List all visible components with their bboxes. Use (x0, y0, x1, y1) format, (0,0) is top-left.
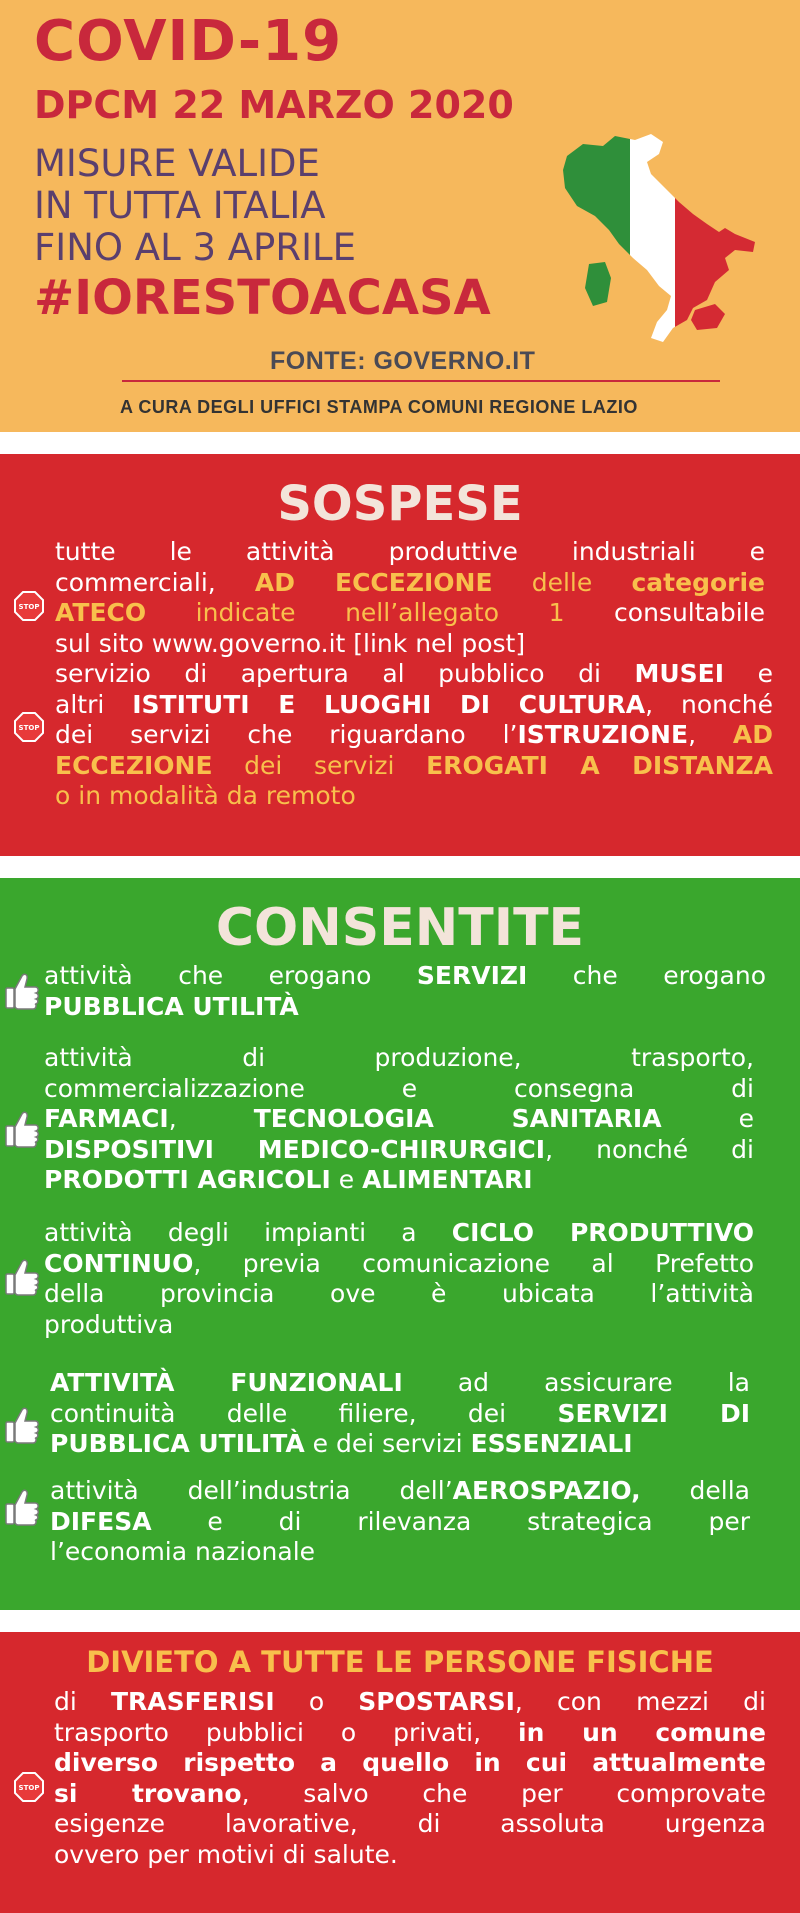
text-segment: consultabile (564, 598, 765, 627)
main-title: COVID-19 (34, 9, 343, 74)
text-segment: ESSENZIALI (470, 1429, 633, 1458)
text-line (55, 781, 773, 812)
text-segment: indicate nell’allegato 1 (146, 598, 565, 627)
text-line (44, 1135, 754, 1166)
text-segment: della provincia ove è ubicata l’attività (44, 1279, 754, 1308)
text-line (55, 690, 773, 721)
text-segment: CICLO PRODUTTIVO (451, 1218, 754, 1247)
text-segment: PRODOTTI AGRICOLI (44, 1165, 331, 1194)
text-segment: PUBBLICA UTILITÀ (44, 991, 299, 1021)
text-line (50, 1507, 750, 1538)
consentite-title: CONSENTITE (215, 898, 585, 958)
svg-text:STOP: STOP (18, 603, 40, 611)
text-segment: in un comune (518, 1717, 766, 1747)
text-line (55, 720, 773, 751)
text-line (44, 1165, 754, 1196)
text-line (44, 1104, 754, 1135)
text-segment: ECCEZIONE (55, 750, 213, 780)
text-line (55, 568, 765, 599)
text-segment: PUBBLICA UTILITÀ (50, 1429, 305, 1458)
sospese-item (55, 659, 773, 812)
text-line (44, 1218, 754, 1249)
text-segment: EROGATI A DISTANZA (426, 750, 773, 780)
text-segment: esigenze lavorative, di assoluta urgenza (54, 1809, 766, 1838)
text-segment: sul sito www.governo.it [link nel post] (55, 628, 526, 658)
consentite-item (44, 1043, 754, 1196)
header-banner (0, 0, 800, 432)
text-line (44, 1310, 754, 1341)
measures-line: FINO AL 3 APRILE (34, 226, 356, 269)
text-segment: categorie (631, 567, 766, 597)
text-segment: CONTINUO (44, 1248, 194, 1278)
text-segment: servizio di apertura al pubblico di (55, 659, 635, 688)
stop-sign-icon (14, 1772, 44, 1802)
text-segment: e (661, 1104, 754, 1133)
stop-sign-icon (14, 712, 44, 742)
consentite-item (50, 1476, 750, 1568)
measures-line: IN TUTTA ITALIA (34, 184, 326, 227)
text-line (50, 1476, 750, 1507)
text-segment: ATTIVITÀ FUNZIONALI (50, 1368, 403, 1397)
thumbs-up-icon (4, 1488, 40, 1528)
svg-text:STOP: STOP (18, 724, 40, 732)
text-segment: AD (732, 720, 773, 749)
divieto-panel (0, 1632, 800, 1913)
credits-label: A CURA DEGLI UFFICI STAMPA COMUNI REGIONE LAZIO (120, 397, 638, 417)
text-segment: attività di produzione, trasporto, (44, 1043, 754, 1072)
text-segment: o (274, 1687, 359, 1716)
text-line (44, 992, 766, 1023)
text-segment: , con mezzi di (514, 1687, 766, 1716)
text-line (54, 1809, 766, 1840)
text-segment: l’economia nazionale (50, 1537, 316, 1566)
text-segment: DIFESA (50, 1506, 152, 1536)
source-label: FONTE: GOVERNO.IT (270, 347, 536, 375)
text-line (44, 961, 766, 992)
italy-flag-map-icon (555, 132, 760, 347)
text-segment: DISPOSITIVI MEDICO-CHIRURGICI (44, 1134, 546, 1164)
text-segment: AD ECCEZIONE (254, 567, 493, 597)
text-segment: FARMACI (44, 1104, 169, 1133)
text-line (54, 1779, 766, 1810)
text-segment: si trovano (54, 1778, 242, 1808)
sospese-title: SOSPESE (277, 476, 523, 532)
text-line (55, 751, 773, 782)
text-segment: e (330, 1165, 363, 1194)
text-segment: delle (492, 567, 632, 597)
text-segment: TECNOLOGIA SANITARIA (253, 1104, 662, 1133)
text-segment: TRASFERISI (110, 1687, 275, 1716)
thumbs-up-icon (4, 1406, 40, 1446)
text-line (54, 1687, 766, 1718)
text-segment: MUSEI (634, 659, 725, 688)
text-segment: ISTITUTI E LUOGHI DI CULTURA (132, 689, 646, 719)
text-line (44, 1074, 754, 1105)
separator (0, 1610, 800, 1632)
measures-line: MISURE VALIDE (34, 142, 320, 185)
text-line (50, 1537, 750, 1568)
text-segment: altri (55, 689, 133, 719)
text-segment: e (724, 659, 774, 688)
text-line (55, 659, 773, 690)
text-line (54, 1748, 766, 1779)
text-line (54, 1840, 766, 1871)
text-segment: SPOSTARSI (358, 1687, 515, 1716)
text-segment: della (640, 1476, 750, 1505)
thumbs-up-icon (4, 1110, 40, 1150)
text-segment: dei servizi che riguardano l’ (55, 720, 518, 749)
measures-text (34, 144, 356, 270)
divieto-title: DIVIETO A TUTTE LE PERSONE FISICHE (86, 1645, 714, 1679)
text-segment: e di rilevanza strategica per (151, 1506, 750, 1536)
text-segment: di (54, 1687, 111, 1716)
hashtag: #IORESTOACASA (34, 270, 491, 326)
text-segment: ATECO (55, 598, 147, 627)
text-segment: , salvo che per comprovate (241, 1778, 766, 1808)
sospese-panel (0, 454, 800, 856)
text-line (55, 537, 765, 568)
consentite-panel (0, 878, 800, 1610)
separator (0, 432, 800, 454)
text-segment: dei servizi (212, 750, 427, 780)
text-segment: che erogano (527, 961, 767, 990)
text-segment: commerciali, (55, 567, 255, 597)
text-line (54, 1718, 766, 1749)
decree-date: DPCM 22 MARZO 2020 (34, 83, 514, 127)
text-segment: SERVIZI (416, 961, 528, 990)
text-line (50, 1368, 750, 1399)
text-segment: e dei servizi (304, 1429, 471, 1458)
text-line (55, 629, 765, 660)
text-segment: attività dell’industria dell’ (50, 1476, 453, 1505)
text-segment: commercializzazione e consegna di (44, 1073, 754, 1103)
text-segment: tutte le attività produttive industriali e (55, 537, 765, 566)
text-segment: ALIMENTARI (362, 1165, 533, 1194)
svg-text:STOP: STOP (18, 1784, 40, 1792)
text-segment: continuità delle filiere, dei (50, 1398, 558, 1428)
text-segment: , previa comunicazione al Prefetto (193, 1248, 754, 1278)
text-line (44, 1043, 754, 1074)
text-segment: attività degli impianti a (44, 1218, 452, 1247)
divider (122, 380, 720, 382)
stop-sign-icon (14, 591, 44, 621)
text-segment: o in modalità da remoto (55, 781, 356, 810)
text-segment: ad assicurare la (402, 1368, 750, 1397)
text-segment: , (688, 720, 733, 749)
text-segment: , nonché (645, 689, 773, 719)
text-segment: AEROSPAZIO, (452, 1476, 641, 1505)
text-segment: , (168, 1104, 254, 1133)
text-segment: ISTRUZIONE (517, 720, 689, 749)
text-segment: , nonché di (545, 1134, 754, 1164)
text-segment: SERVIZI DI (557, 1398, 750, 1428)
text-segment: diverso rispetto a quello in cui attualmente (54, 1748, 766, 1777)
text-line (44, 1279, 754, 1310)
text-line (50, 1399, 750, 1430)
consentite-item (44, 1218, 754, 1340)
text-line (50, 1429, 750, 1460)
consentite-item (44, 961, 766, 1022)
thumbs-up-icon (4, 972, 40, 1012)
text-segment: produttiva (44, 1309, 174, 1339)
text-segment: ovvero per motivi di salute. (54, 1839, 398, 1869)
text-segment: trasporto pubblici o privati, (54, 1717, 519, 1747)
separator (0, 856, 800, 878)
text-line (55, 598, 765, 629)
thumbs-up-icon (4, 1258, 40, 1298)
text-line (44, 1249, 754, 1280)
divieto-text (54, 1687, 766, 1870)
consentite-item (50, 1368, 750, 1460)
sospese-item (55, 537, 765, 659)
text-segment: attività che erogano (44, 961, 417, 990)
